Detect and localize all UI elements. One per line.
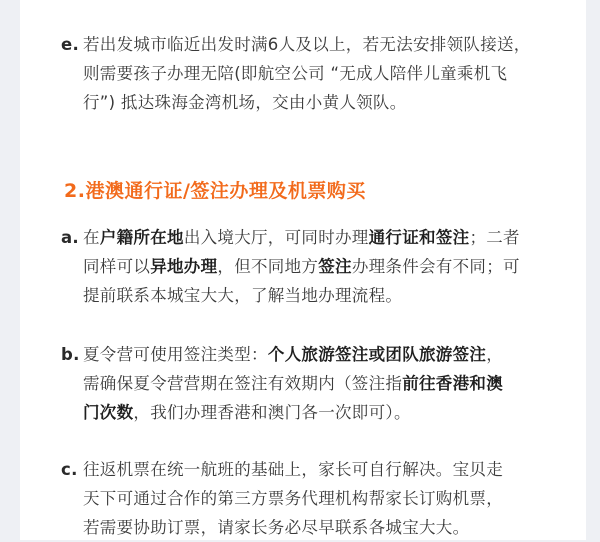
paragraph-line [83, 340, 563, 369]
bold-text: 门次数 [83, 403, 134, 422]
paragraph-line [83, 369, 563, 398]
text-run: ，但不同地方 [217, 257, 319, 276]
list-item-c [61, 455, 563, 542]
list-item-b [61, 340, 563, 427]
paragraph-line: 则需要孩子办理无陪(即航空公司 “无成人陪伴儿童乘机飞 [83, 64, 508, 83]
paragraph-line: 行”) 抵达珠海金湾机场，交由小黄人领队。 [83, 93, 407, 112]
list-marker: c. [61, 460, 78, 479]
bold-text: 异地办理 [150, 257, 218, 276]
paragraph-line [83, 252, 563, 281]
paragraph-line: 若需要协助订票，请家长务必尽早联系各城宝大大。 [83, 518, 470, 537]
paragraph-line: 提前联系本城宝大大，了解当地办理流程。 [83, 286, 403, 305]
list-marker: b. [61, 345, 80, 364]
text-run: ；二者 [469, 228, 520, 247]
paragraph-line [83, 398, 563, 427]
list-item-a [61, 223, 563, 310]
text-run: 需确保夏令营营期在签注有效期内（签注指 [83, 374, 403, 393]
text-run: 出入境大厅，可同时办理 [183, 228, 369, 247]
text-run: 同样可以 [83, 257, 151, 276]
section-heading: 2.港澳通行证/签注办理及机票购买 [64, 180, 366, 202]
bold-text: 签注 [318, 257, 352, 276]
bold-text: 前往香港和澳 [402, 374, 504, 393]
text-run: 办理条件会有不同；可 [351, 257, 520, 276]
bold-text: 通行证和签注 [368, 228, 470, 247]
paragraph-line: 若出发城市临近出发时满6人及以上，若无法安排领队接送， [83, 35, 531, 54]
paragraph-line: 天下可通过合作的第三方票务代理机构帮家长订购机票， [83, 489, 503, 508]
paragraph-line: 往返机票在统一航班的基础上，家长可自行解决。宝贝走 [83, 460, 503, 479]
text-run: 在 [83, 228, 100, 247]
paragraph-line [83, 223, 563, 252]
list-marker: a. [61, 228, 80, 247]
list-marker: e. [61, 35, 80, 54]
text-run: 夏令营可使用签注类型： [83, 345, 268, 364]
bold-text: 户籍所在地 [99, 228, 184, 247]
list-item-e [61, 30, 563, 117]
article-card [20, 0, 586, 540]
bold-text: 个人旅游签注或团队旅游签注 [267, 345, 487, 364]
text-run: ， [486, 345, 504, 364]
text-run: ，我们办理香港和澳门各一次即可）。 [133, 403, 411, 422]
